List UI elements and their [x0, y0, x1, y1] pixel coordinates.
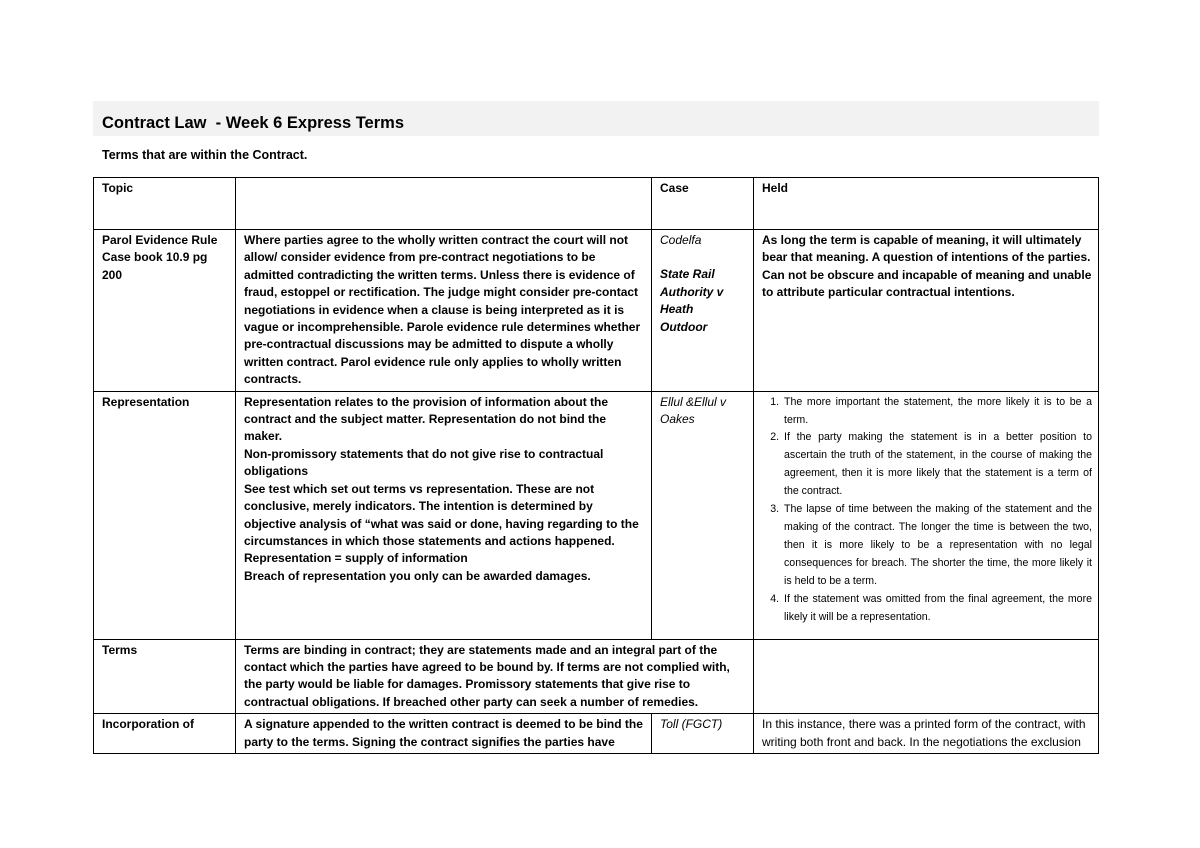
case-name: State Rail — [660, 267, 715, 282]
document-title: Contract Law - Week 6 Express Terms — [102, 114, 405, 132]
description-paragraph: Representation relates to the provision of information about the contract and the subject matter. Representation do not bind the maker. — [244, 394, 609, 444]
case-cell: Ellul &Ellul v Oakes — [652, 391, 754, 639]
table-header-row — [94, 178, 1099, 230]
case-name: Heath — [660, 302, 694, 317]
held-cell: As long the term is capable of meaning, it will ultimately bear that meaning. A question of intentions of the parties. Can not be obscure and incapable of meaning and unable to attribute particular contractual intentions. — [754, 230, 1099, 392]
description-cell: A signature appended to the written contract is deemed to be bind the party to the terms. Signing the contract signifies the parties have — [236, 714, 652, 754]
held-list-item: 3. The lapse of time between the making of the statement and the making of the contract. The longer the time is between the two, then it is more likely to be a representation with no legal consequences for breach. The shorter the time, the more likely it is held to be a term. — [782, 501, 1092, 591]
held-cell — [754, 639, 1099, 714]
case-name: Authority v — [660, 284, 724, 299]
held-list-item: 1. The more important the statement, the more likely it is to be a term. — [782, 394, 1092, 430]
held-list — [762, 394, 1092, 627]
header-topic: Topic — [94, 178, 236, 230]
description-paragraph: See test which set out terms vs representation. These are not conclusive, merely indicators. The intention is determined by objective analysis of “what was said or done, having regarding to the circumstances in which those statements and actions happened. — [244, 481, 639, 548]
description-paragraph: Breach of representation you only can be awarded damages. — [244, 568, 591, 583]
case-cell — [652, 230, 754, 392]
terms-table — [93, 177, 1099, 754]
table-row — [94, 639, 1099, 714]
description-cell: Where parties agree to the wholly written contract the court will not allow/ consider evidence from pre-contract negotiations to be admitted contradicting the written terms. Unless there is evidence of fraud, estoppel or rectification. The judge might consider pre-contact negotiations in evidence when a clause is being interpreted as it is vague or incomprehensible. Parole evidence rule determines whether pre-contractual discussions may be admitted to dispute a wholly written contract. Parol evidence rule only applies to wholly written contracts. — [236, 230, 652, 392]
held-cell — [754, 391, 1099, 639]
case-cell: Toll (FGCT) — [652, 714, 754, 754]
topic-cell: Incorporation of — [94, 714, 236, 754]
description-cell — [236, 391, 652, 639]
table-row — [94, 714, 1099, 754]
description-cell: Terms are binding in contract; they are statements made and an integral part of the contact which the parties have agreed to be bound by. If terms are not complied with, the party would be liable for damages. Promissory statements that give rise to contractual obligations. If breached other party can seek a number of remedies. — [236, 639, 754, 714]
topic-line: Parol Evidence Rule — [102, 233, 218, 247]
held-cell: In this instance, there was a printed form of the contract, with writing both front and back. In the negotiations the exclusion — [754, 714, 1099, 754]
description-paragraph: Non-promissory statements that do not give rise to contractual obligations — [244, 446, 604, 479]
table-row — [94, 230, 1099, 392]
topic-line: Case book 10.9 pg — [102, 250, 208, 265]
header-description — [236, 178, 652, 230]
header-held: Held — [754, 178, 1099, 230]
held-list-item: 2. If the party making the statement is in a better position to ascertain the truth of the statement, in the course of making the agreement, then it is more likely that the statement is a term of the contract. — [782, 429, 1092, 501]
topic-line: 200 — [102, 267, 123, 282]
topic-cell — [94, 230, 236, 392]
header-case: Case — [652, 178, 754, 230]
case-name: Codelfa — [660, 233, 702, 247]
document-subtitle: Terms that are within the Contract. — [102, 148, 308, 162]
table-row — [94, 391, 1099, 639]
description-paragraph: Representation = supply of information — [244, 551, 468, 566]
case-name: Outdoor — [660, 319, 708, 334]
topic-cell: Terms — [94, 639, 236, 714]
topic-cell: Representation — [94, 391, 236, 639]
held-list-item: 4. If the statement was omitted from the final agreement, the more likely it will be a representation. — [782, 591, 1092, 627]
